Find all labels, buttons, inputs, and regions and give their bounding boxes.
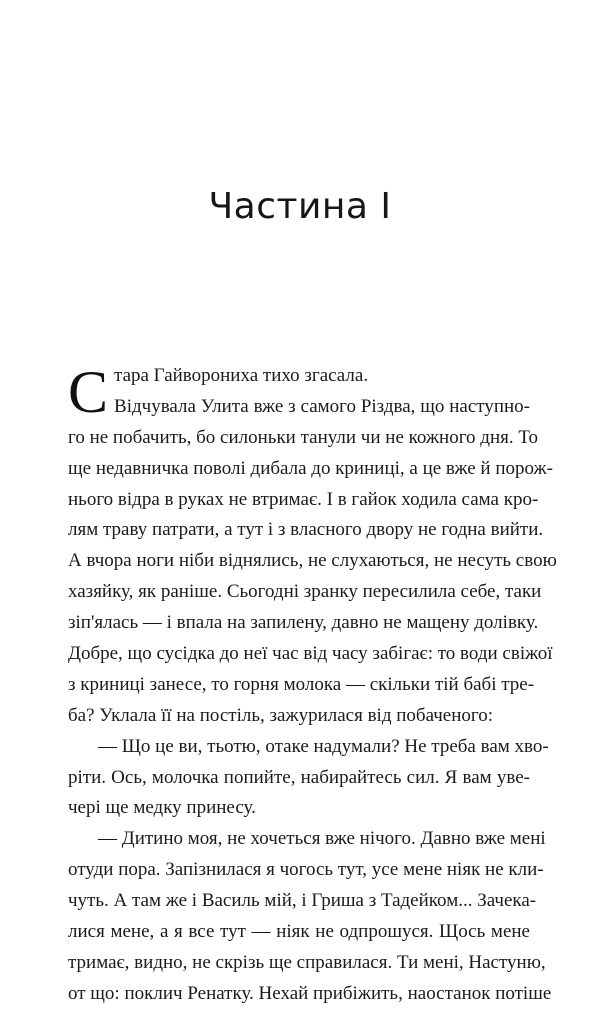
text-line: ба? Уклала її на постіль, зажурилася від побаченого: — [68, 704, 494, 726]
chapter-title: Частина І — [208, 186, 392, 227]
text-line: нього відра в руках не втримає. І в гайок ходила сама кро- — [68, 488, 539, 510]
text-line: лям траву патрати, а тут і з власного двору не годна вийти. — [68, 519, 544, 541]
text-line: чері ще медку принесу. — [68, 797, 256, 819]
text-line: го не побачить, бо силоньки танули чи не кожного дня. То — [68, 426, 539, 448]
text-line: хазяйку, як раніше. Сьогодні зранку пересилила себе, таки — [68, 581, 542, 603]
text-line: тара Гайворониха тихо згасала. — [114, 365, 369, 386]
text-line: ріти. Ось, молочка попийте, набирайтесь сил. Я вам уве- — [68, 766, 530, 788]
body-text — [68, 361, 557, 1010]
drop-cap: С — [68, 361, 109, 423]
text-line: А вчора ноги ніби віднялись, не слухаються, не несуть свою — [68, 550, 557, 572]
text-line: отуди пора. Запізнилася я чогось тут, усе мене ніяк не кли- — [68, 859, 544, 881]
text-line: лися мене, а я все тут — ніяк не одпрошуся. Щось мене — [68, 921, 530, 943]
text-line: Відчувала Улита вже з самого Різдва, що наступно- — [114, 395, 530, 417]
text-line: — Дитино моя, не хочеться вже нічого. Давно вже мені — [98, 828, 546, 850]
opening-paragraph — [68, 361, 530, 423]
text-line: тримає, видно, не скрізь ще справилася. Ти мені, Настуню, — [68, 951, 546, 973]
text-line: Добре, що сусідка до неї час від часу забігає: то води свіжої — [68, 643, 553, 665]
text-line: ще недавничка поволі дибала до криниці, а це вже й порож- — [68, 457, 553, 479]
text-line: чуть. А там же і Василь мій, і Гриша з Тадейком... Зачека- — [68, 890, 537, 912]
text-line: — Що це ви, тьотю, отаке надумали? Не треба вам хво- — [98, 735, 549, 757]
text-line: з криниці занесе, то горня молока — скільки тій бабі тре- — [68, 673, 535, 695]
text-line: от що: поклич Ренатку. Нехай прибіжить, наостанок потіше — [68, 982, 552, 1004]
text-line: зіп'ялась — і впала на запилену, давно не мащену долівку. — [68, 612, 539, 634]
